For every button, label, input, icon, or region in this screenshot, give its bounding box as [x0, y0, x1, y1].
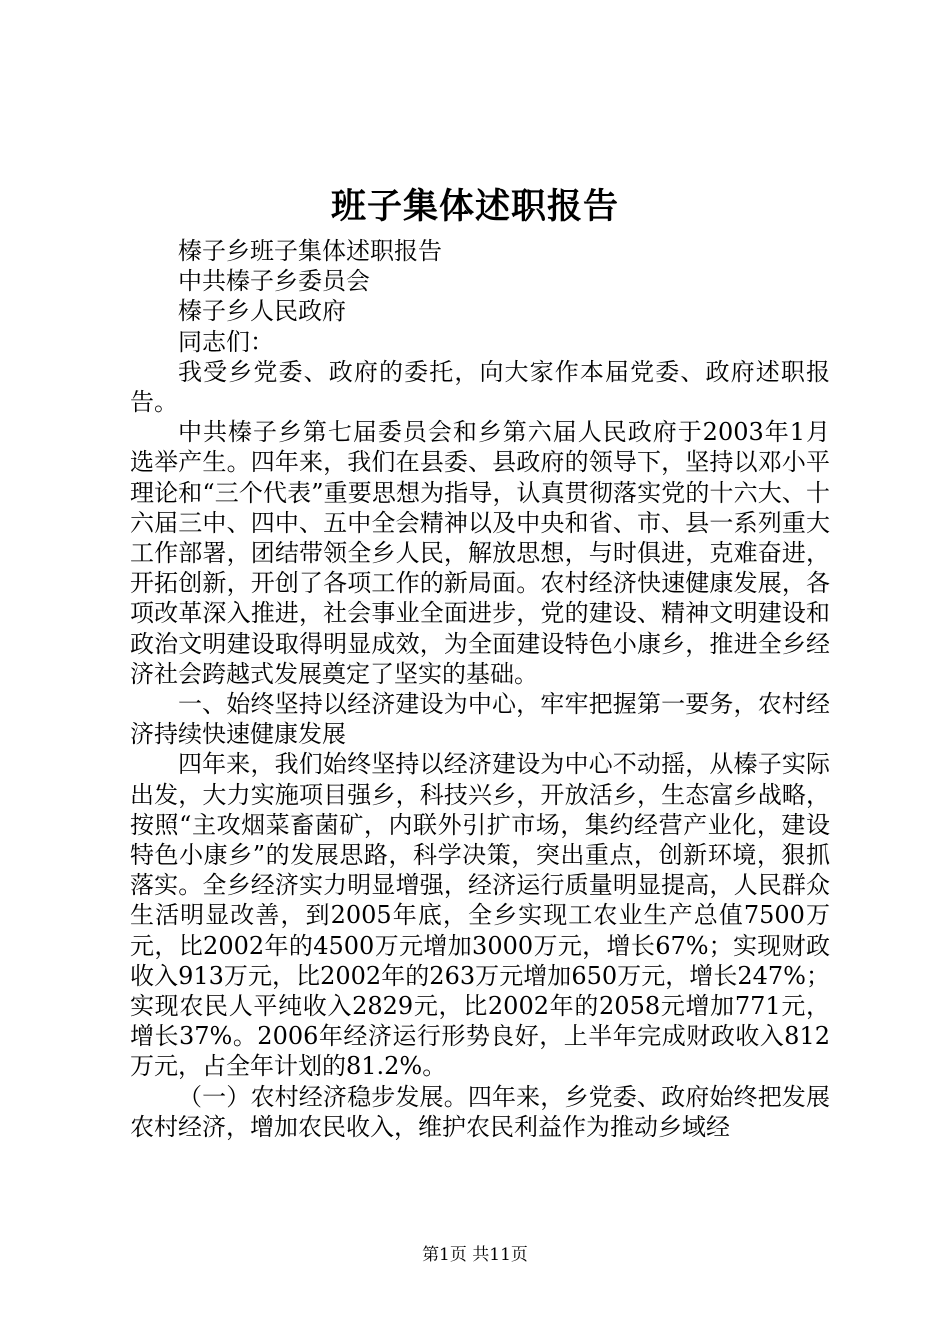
paragraph-economy: 四年来，我们始终坚持以经济建设为中心不动摇，从榛子实际出发，大力实施项目强乡，科技兴乡，开放活乡，生态富乡战略，按照“主攻烟菜畜菌矿，内联外引扩市场，集约经营产业化，建设特色小康乡”的发展思路，科学决策，突出重点，创新环境，狠抓落实。全乡经济实力明显增强，经济运行质量明显提高，人民群众生活明显改善，到2005年底，全乡实现工农业生产总值7500万元，比2002年的4500万元增加3000万元，增长67%；实现财政收入913万元，比2002年的263万元增加650万元，增长247%；实现农民人平纯收入2829元，比2002年的2058元增加771元，增长37%。2006年经济运行形势良好，上半年完成财政收入812万元，占全年计划的81.2%。 [130, 750, 830, 1081]
document-title: 班子集体述职报告 [330, 186, 619, 227]
paragraph-section-heading: 一、始终坚持以经济建设为中心，牢牢把握第一要务，农村经济持续快速健康发展 [130, 690, 830, 749]
paragraph-salutation: 同志们： [178, 327, 274, 356]
paragraph-intro: 我受乡党委、政府的委托，向大家作本届党委、政府述职报告。 [130, 357, 830, 417]
document-body [130, 236, 830, 1142]
page-number-footer: 第1页 共11页 [422, 1245, 528, 1265]
paragraph-overview: 中共榛子乡第七届委员会和乡第六届人民政府于2003年1月选举产生。四年来，我们在县委、县政府的领导下，坚持以邓小平理论和“三个代表”重要思想为指导，认真贯彻落实党的十六大、十六届三中、四中、五中全会精神以及中央和省、市、县一系列重大工作部署，团结带领全乡人民，解放思想，与时俱进，克难奋进，开拓创新，开创了各项工作的新局面。农村经济快速健康发展，各项改革深入推进，社会事业全面进步，党的建设、精神文明建设和政治文明建设取得明显成效，为全面建设特色小康乡，推进全乡经济社会跨越式发展奠定了坚实的基础。 [130, 418, 830, 688]
paragraph-party-committee: 中共榛子乡委员会 [178, 267, 370, 296]
paragraph-subtitle: 榛子乡班子集体述职报告 [178, 237, 442, 265]
paragraph-government: 榛子乡人民政府 [178, 297, 346, 326]
paragraph-subsection: （一）农村经济稳步发展。四年来，乡党委、政府始终把发展农村经济，增加农民收入，维护农民利益作为推动乡域经 [130, 1082, 830, 1141]
